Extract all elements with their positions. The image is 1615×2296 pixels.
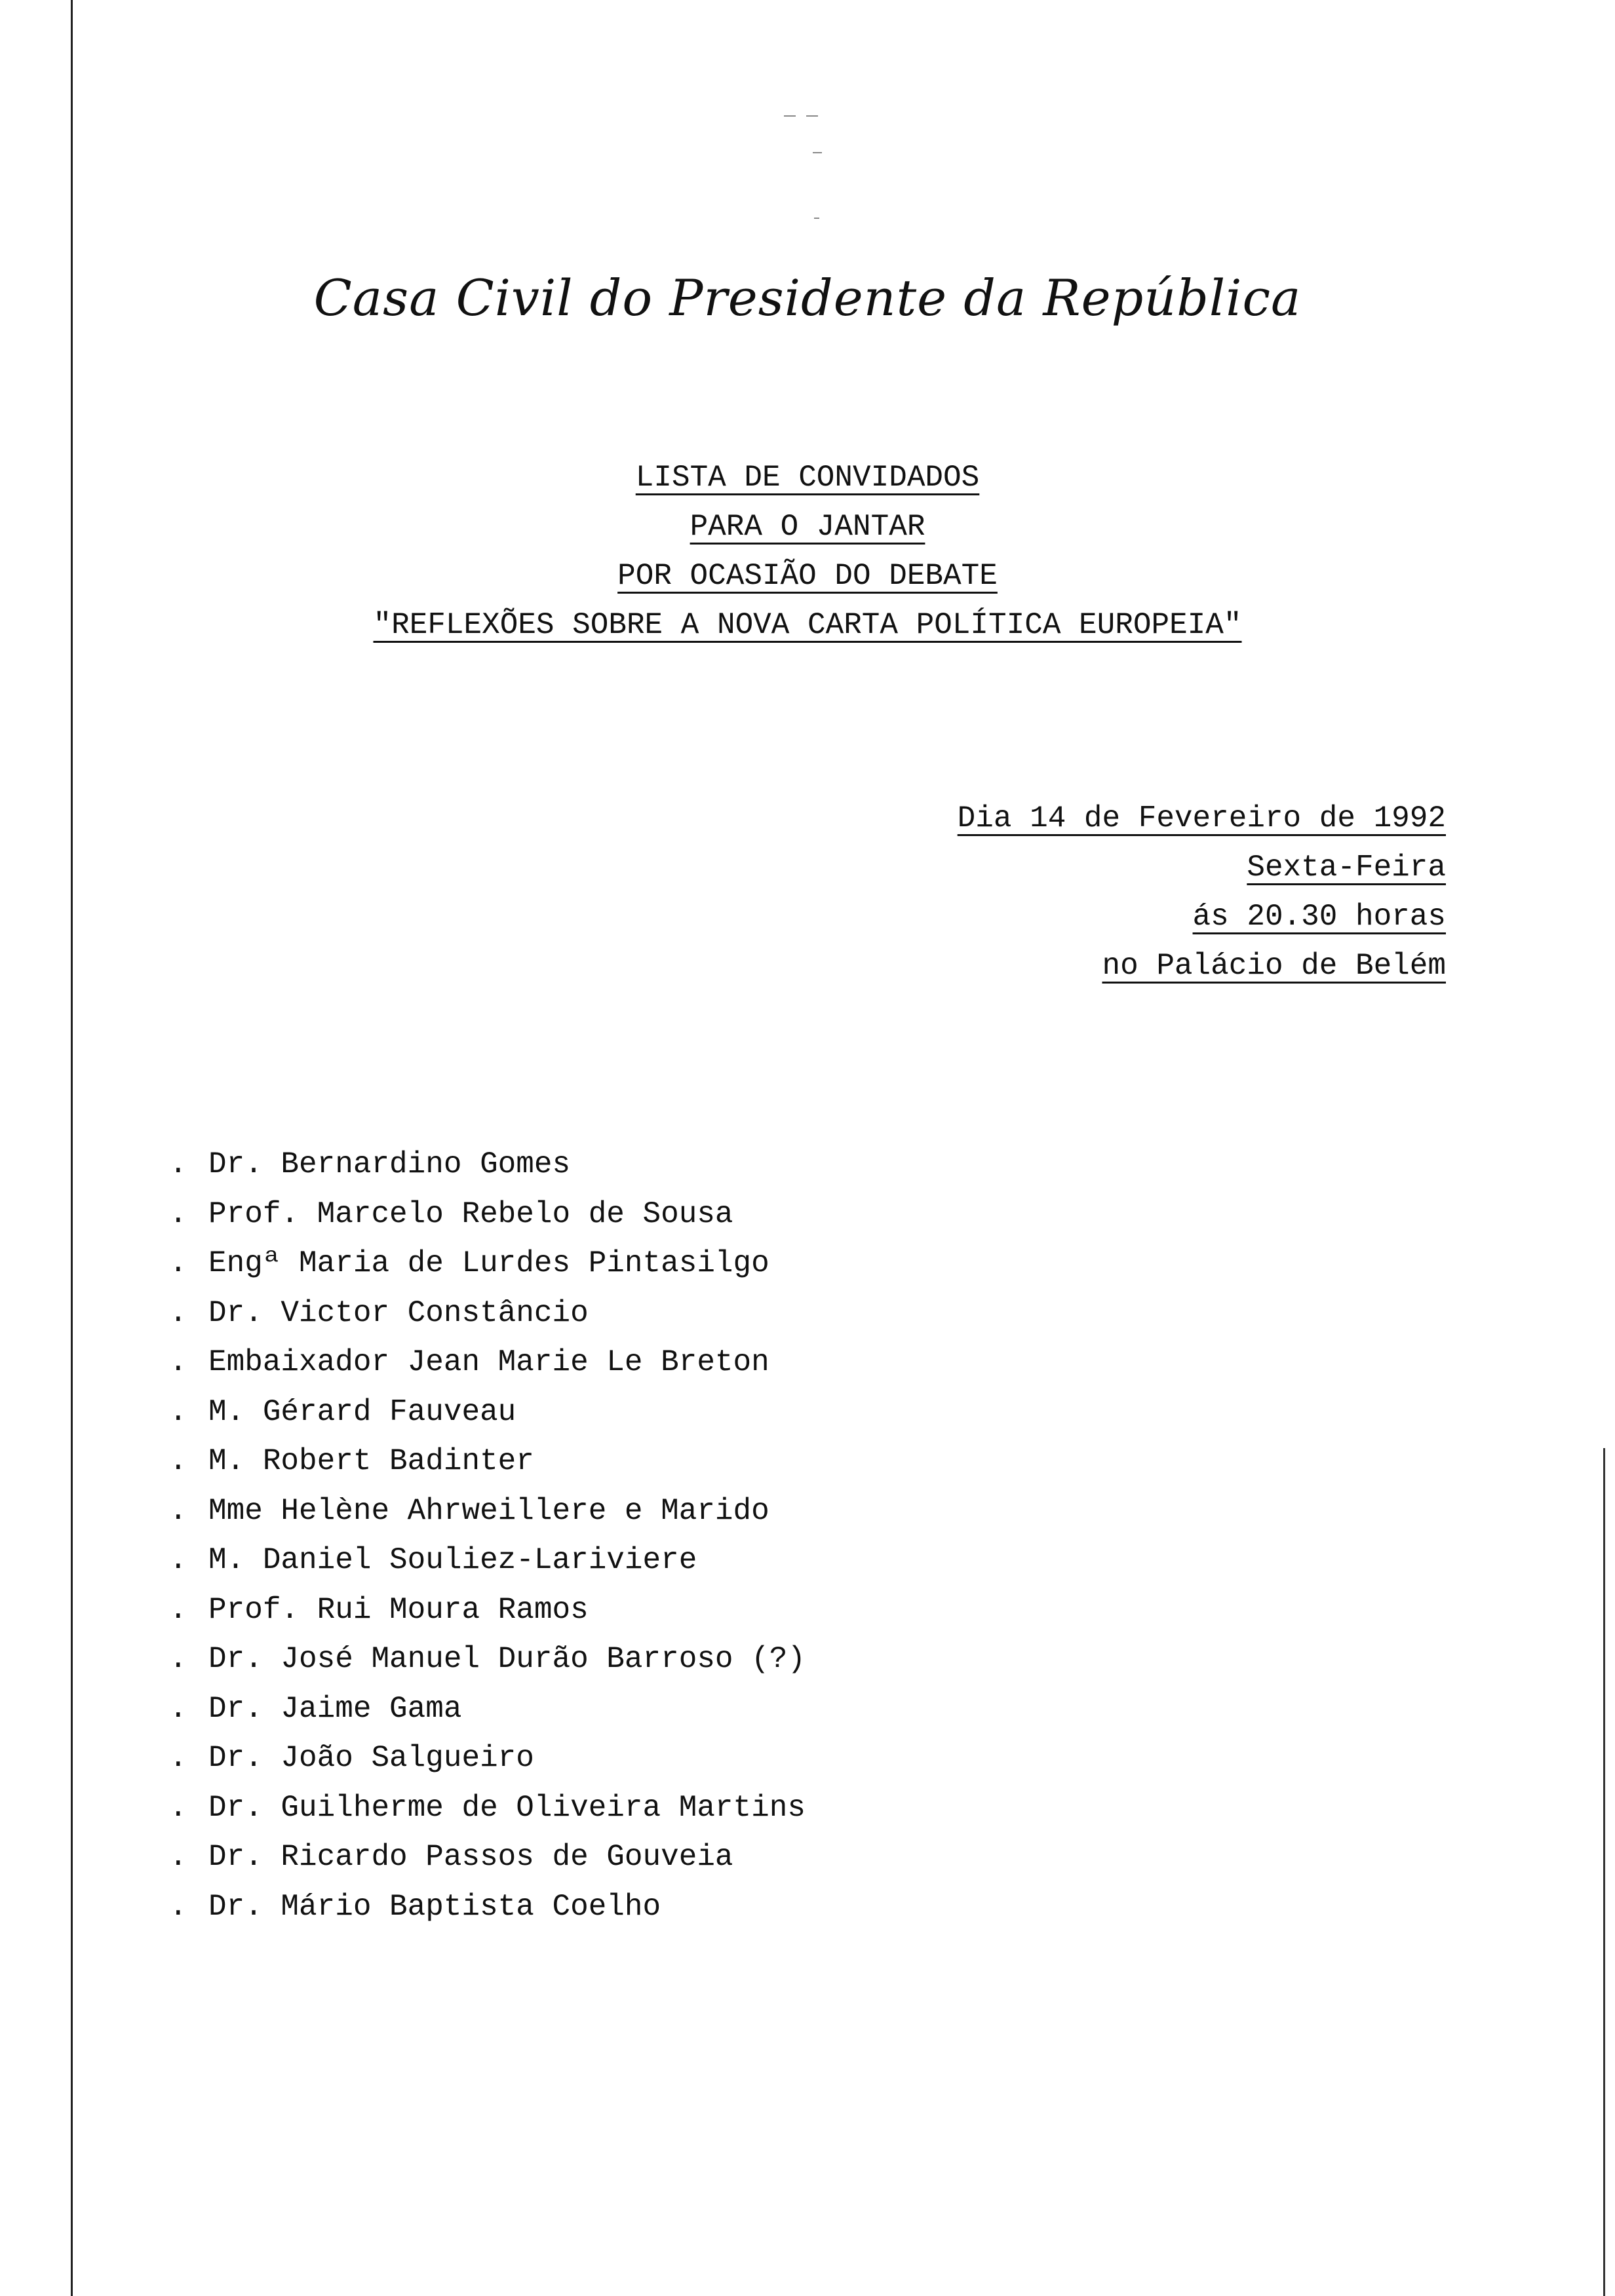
- guest-list: [169, 1140, 806, 1932]
- guest-name: Dr. João Salgueiro: [208, 1741, 534, 1775]
- event-place: no Palácio de Belém: [1102, 949, 1446, 983]
- guest-name: M. Daniel Souliez-Lariviere: [208, 1543, 697, 1577]
- guest-item: . Prof. Rui Moura Ramos: [169, 1592, 589, 1627]
- scan-speck: [784, 115, 796, 117]
- guest-item: . Dr. Jaime Gama: [169, 1691, 462, 1726]
- guest-item: . Dr. José Manuel Durão Barroso (?): [169, 1642, 806, 1676]
- guest-name: M. Gérard Fauveau: [208, 1394, 516, 1429]
- guest-name: Dr. Ricardo Passos de Gouveia: [208, 1840, 733, 1874]
- title-line: "REFLEXÕES SOBRE A NOVA CARTA POLÍTICA EUROPEIA": [373, 608, 1242, 642]
- guest-name: Prof. Marcelo Rebelo de Sousa: [208, 1196, 733, 1231]
- guest-name: Dr. José Manuel Durão Barroso (?): [208, 1642, 806, 1676]
- guest-item: . Mme Helène Ahrweillere e Marido: [169, 1493, 769, 1528]
- event-date: Dia 14 de Fevereiro de 1992: [957, 801, 1446, 835]
- guest-name: Dr. Jaime Gama: [208, 1691, 462, 1726]
- title-line: POR OCASIÃO DO DEBATE: [617, 559, 998, 593]
- guest-item: . Dr. Bernardino Gomes: [169, 1147, 571, 1181]
- guest-item: . Dr. Mário Baptista Coelho: [169, 1889, 661, 1924]
- guest-name: Dr. Bernardino Gomes: [208, 1147, 571, 1181]
- guest-name: Dr. Mário Baptista Coelho: [208, 1889, 661, 1924]
- event-details: [958, 794, 1446, 991]
- guest-item: . Engª Maria de Lurdes Pintasilgo: [169, 1246, 769, 1280]
- guest-item: . Dr. Victor Constâncio: [169, 1295, 589, 1330]
- right-margin-rule: [1603, 1448, 1605, 2296]
- guest-item: . M. Daniel Souliez-Lariviere: [169, 1543, 697, 1577]
- guest-name: Mme Helène Ahrweillere e Marido: [208, 1493, 769, 1528]
- title-line: PARA O JANTAR: [690, 510, 925, 544]
- event-time: ás 20.30 horas: [1192, 900, 1446, 934]
- left-margin-rule: [71, 0, 73, 2296]
- title-line: LISTA DE CONVIDADOS: [635, 461, 980, 495]
- guest-name: M. Robert Badinter: [208, 1444, 534, 1478]
- document-title: [0, 453, 1615, 650]
- scan-speck: [806, 115, 818, 117]
- scan-speck: [814, 218, 819, 219]
- guest-name: Dr. Victor Constâncio: [208, 1295, 589, 1330]
- guest-name: Engª Maria de Lurdes Pintasilgo: [208, 1246, 769, 1280]
- event-weekday: Sexta-Feira: [1247, 851, 1446, 885]
- guest-name: Embaixador Jean Marie Le Breton: [208, 1345, 769, 1379]
- guest-item: . Embaixador Jean Marie Le Breton: [169, 1345, 769, 1379]
- guest-item: . Dr. Guilherme de Oliveira Martins: [169, 1790, 806, 1825]
- guest-item: . M. Robert Badinter: [169, 1444, 534, 1478]
- guest-item: . Prof. Marcelo Rebelo de Sousa: [169, 1196, 733, 1231]
- guest-item: . Dr. Ricardo Passos de Gouveia: [169, 1840, 733, 1874]
- guest-item: . M. Gérard Fauveau: [169, 1394, 516, 1429]
- letterhead: Casa Civil do Presidente da República: [313, 269, 1302, 327]
- scan-speck: [813, 152, 822, 153]
- guest-item: . Dr. João Salgueiro: [169, 1741, 534, 1775]
- guest-name: Dr. Guilherme de Oliveira Martins: [208, 1790, 806, 1825]
- guest-name: Prof. Rui Moura Ramos: [208, 1592, 589, 1627]
